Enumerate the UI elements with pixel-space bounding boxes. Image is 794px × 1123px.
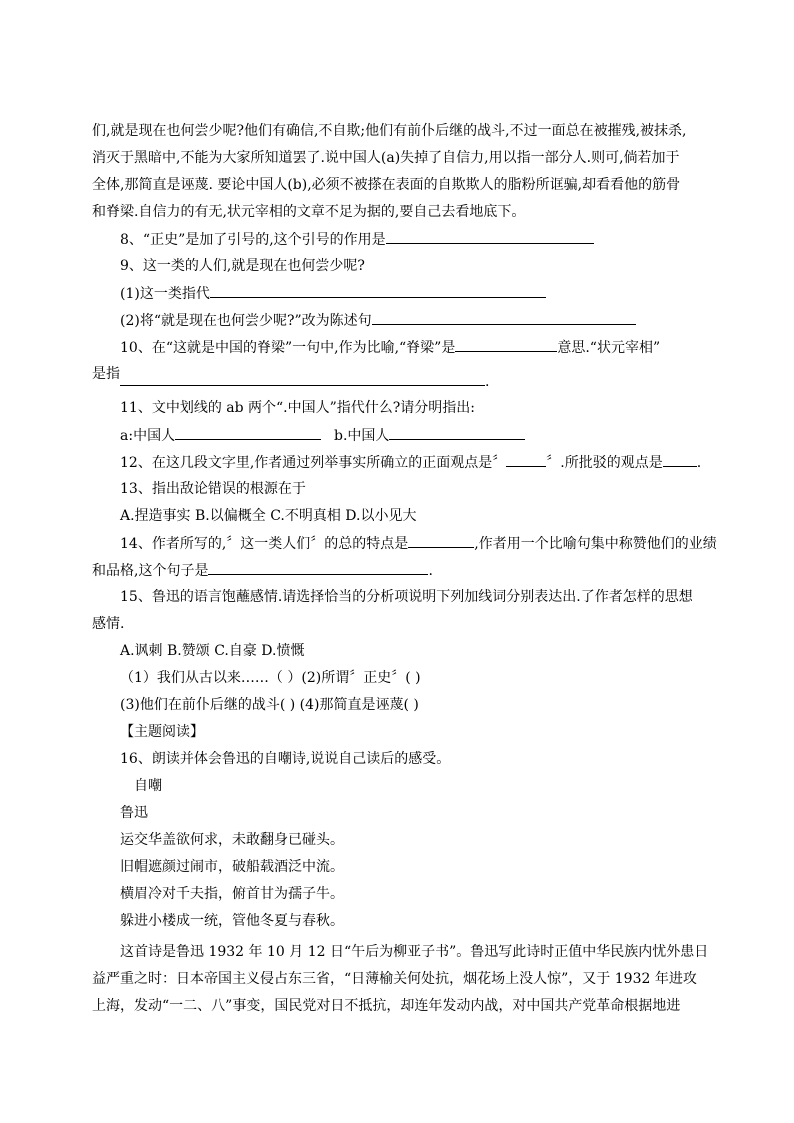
passage-line: 全体,那简直是诬蔑. 要论中国人(b),必须不被搽在表面的自欺欺人的脂粉所诓骗,却看看他的筋骨 <box>92 177 681 193</box>
question-text: b.中国人 <box>333 428 390 444</box>
question-text: 10、在“这就是中国的脊梁”一句中,作为比喻,“脊梁”是 <box>120 340 456 356</box>
question-text: 14、作者所写的,〞这一类人们〞的总的特点是 <box>120 536 409 552</box>
poem-line: 运交华盖欲何求，未敢翻身已碰头。 <box>120 832 344 848</box>
poem-title: 自嘲 <box>134 778 162 794</box>
commentary-line: 益严重之时：日本帝国主义侵占东三省，“日薄榆关何处抗，烟花场上没人惊”，又于 1932 年进攻 <box>92 971 697 987</box>
question-text: 和品格,这个句子是 <box>92 563 209 579</box>
answer-blank[interactable] <box>175 425 321 440</box>
poem-line: 横眉冷对千夫指，俯首甘为孺子牛。 <box>120 886 344 902</box>
question-text: ,作者用一个比喻句集中称赞他们的业绩 <box>474 536 717 552</box>
answer-blank[interactable] <box>210 283 546 298</box>
question-15-items-1: （1）我们从古以来……（ ）(2)所谓〞正史〞( ) <box>120 670 421 686</box>
question-13: 13、指出敌论错误的根源在于 <box>120 481 306 497</box>
question-15-cont: 感情. <box>92 616 125 632</box>
answer-blank[interactable] <box>663 452 697 467</box>
question-16: 16、朗读并体会鲁迅的自嘲诗,说说自己读后的感受。 <box>120 751 451 767</box>
poem-line: 旧帽遮颜过闹市，破船载酒泛中流。 <box>120 859 344 875</box>
poem-line: 躲进小楼成一统，管他冬夏与春秋。 <box>120 913 344 929</box>
question-15-items-2: (3)他们在前仆后继的战斗( ) (4)那简直是诬蔑( ) <box>120 697 419 713</box>
question-text: (2)将“就是现在也何尝少呢?”改为陈述句 <box>120 313 372 329</box>
answer-blank[interactable] <box>455 337 557 352</box>
section-heading: 【主题阅读】 <box>120 724 204 740</box>
question-14 <box>120 533 717 554</box>
passage-line: 消灭于黑暗中,不能为大家所知道罢了.说中国人(a)失掉了自信力,用以指一部分人.则可,倘若加于 <box>92 150 680 166</box>
question-13-options: A.捏造事实 B.以偏概全 C.不明真相 D.以小见大 <box>120 508 417 524</box>
poem-author: 鲁迅 <box>120 805 148 821</box>
question-text: . <box>696 455 702 471</box>
question-10-answer-line <box>120 371 706 392</box>
answer-blank[interactable] <box>386 229 594 244</box>
question-15: 15、鲁迅的语言饱蘸感情.请选择恰当的分析项说明下列加线词分别表达出.了作者怎样的思想 <box>120 589 693 605</box>
question-14-cont <box>92 560 706 581</box>
answer-blank[interactable] <box>372 310 636 325</box>
question-12 <box>120 452 706 473</box>
question-text: . <box>428 563 433 579</box>
question-text: 意思.“状元宰相” <box>557 340 661 356</box>
question-text: 8、“正史”是加了引号的,这个引号的作用是 <box>120 232 386 248</box>
question-text: 12、在这几段文字里,作者通过列举事实所确立的正面观点是〞 <box>120 455 507 471</box>
commentary-line: 上海，发动“一二、八”事变，国民党对日不抵抗，却连年发动内战，对中国共产党革命根据地进 <box>92 998 681 1014</box>
question-9-part-2 <box>120 310 706 331</box>
question-15-options: A.讽刺 B.赞颂 C.自豪 D.愤慨 <box>120 643 305 659</box>
question-text: . <box>485 374 490 390</box>
question-10 <box>120 337 706 358</box>
answer-blank[interactable] <box>120 371 485 386</box>
answer-blank[interactable] <box>408 533 474 548</box>
answer-blank[interactable] <box>208 560 428 575</box>
question-10-cont: 是指 <box>92 366 120 382</box>
question-11: 11、文中划线的 ab 两个“.中国人”指代什么?请分明指出: <box>120 400 476 416</box>
question-text: (1)这一类指代 <box>120 286 210 302</box>
commentary-line: 这首诗是鲁迅 1932 年 10 月 12 日“午后为柳亚子书”。鲁迅写此诗时正值中华民族内忧外患日 <box>120 944 709 960</box>
question-text: a:中国人 <box>120 428 176 444</box>
question-11-answers <box>120 425 706 446</box>
question-8 <box>120 229 706 250</box>
answer-blank[interactable] <box>506 452 546 467</box>
question-9: 9、这一类的人们,就是现在也何尝少呢? <box>120 258 365 274</box>
question-text: 〞.所批驳的观点是 <box>546 455 663 471</box>
passage-line: 们,就是现在也何尝少呢?他们有确信,不自欺;他们有前仆后继的战斗,不过一面总在被摧残,被抹杀, <box>92 123 687 139</box>
question-9-part-1 <box>120 283 706 304</box>
passage-line: 和脊梁.自信力的有无,状元宰相的文章不足为据的,要自己去看地底下。 <box>92 204 526 220</box>
answer-blank[interactable] <box>389 425 525 440</box>
